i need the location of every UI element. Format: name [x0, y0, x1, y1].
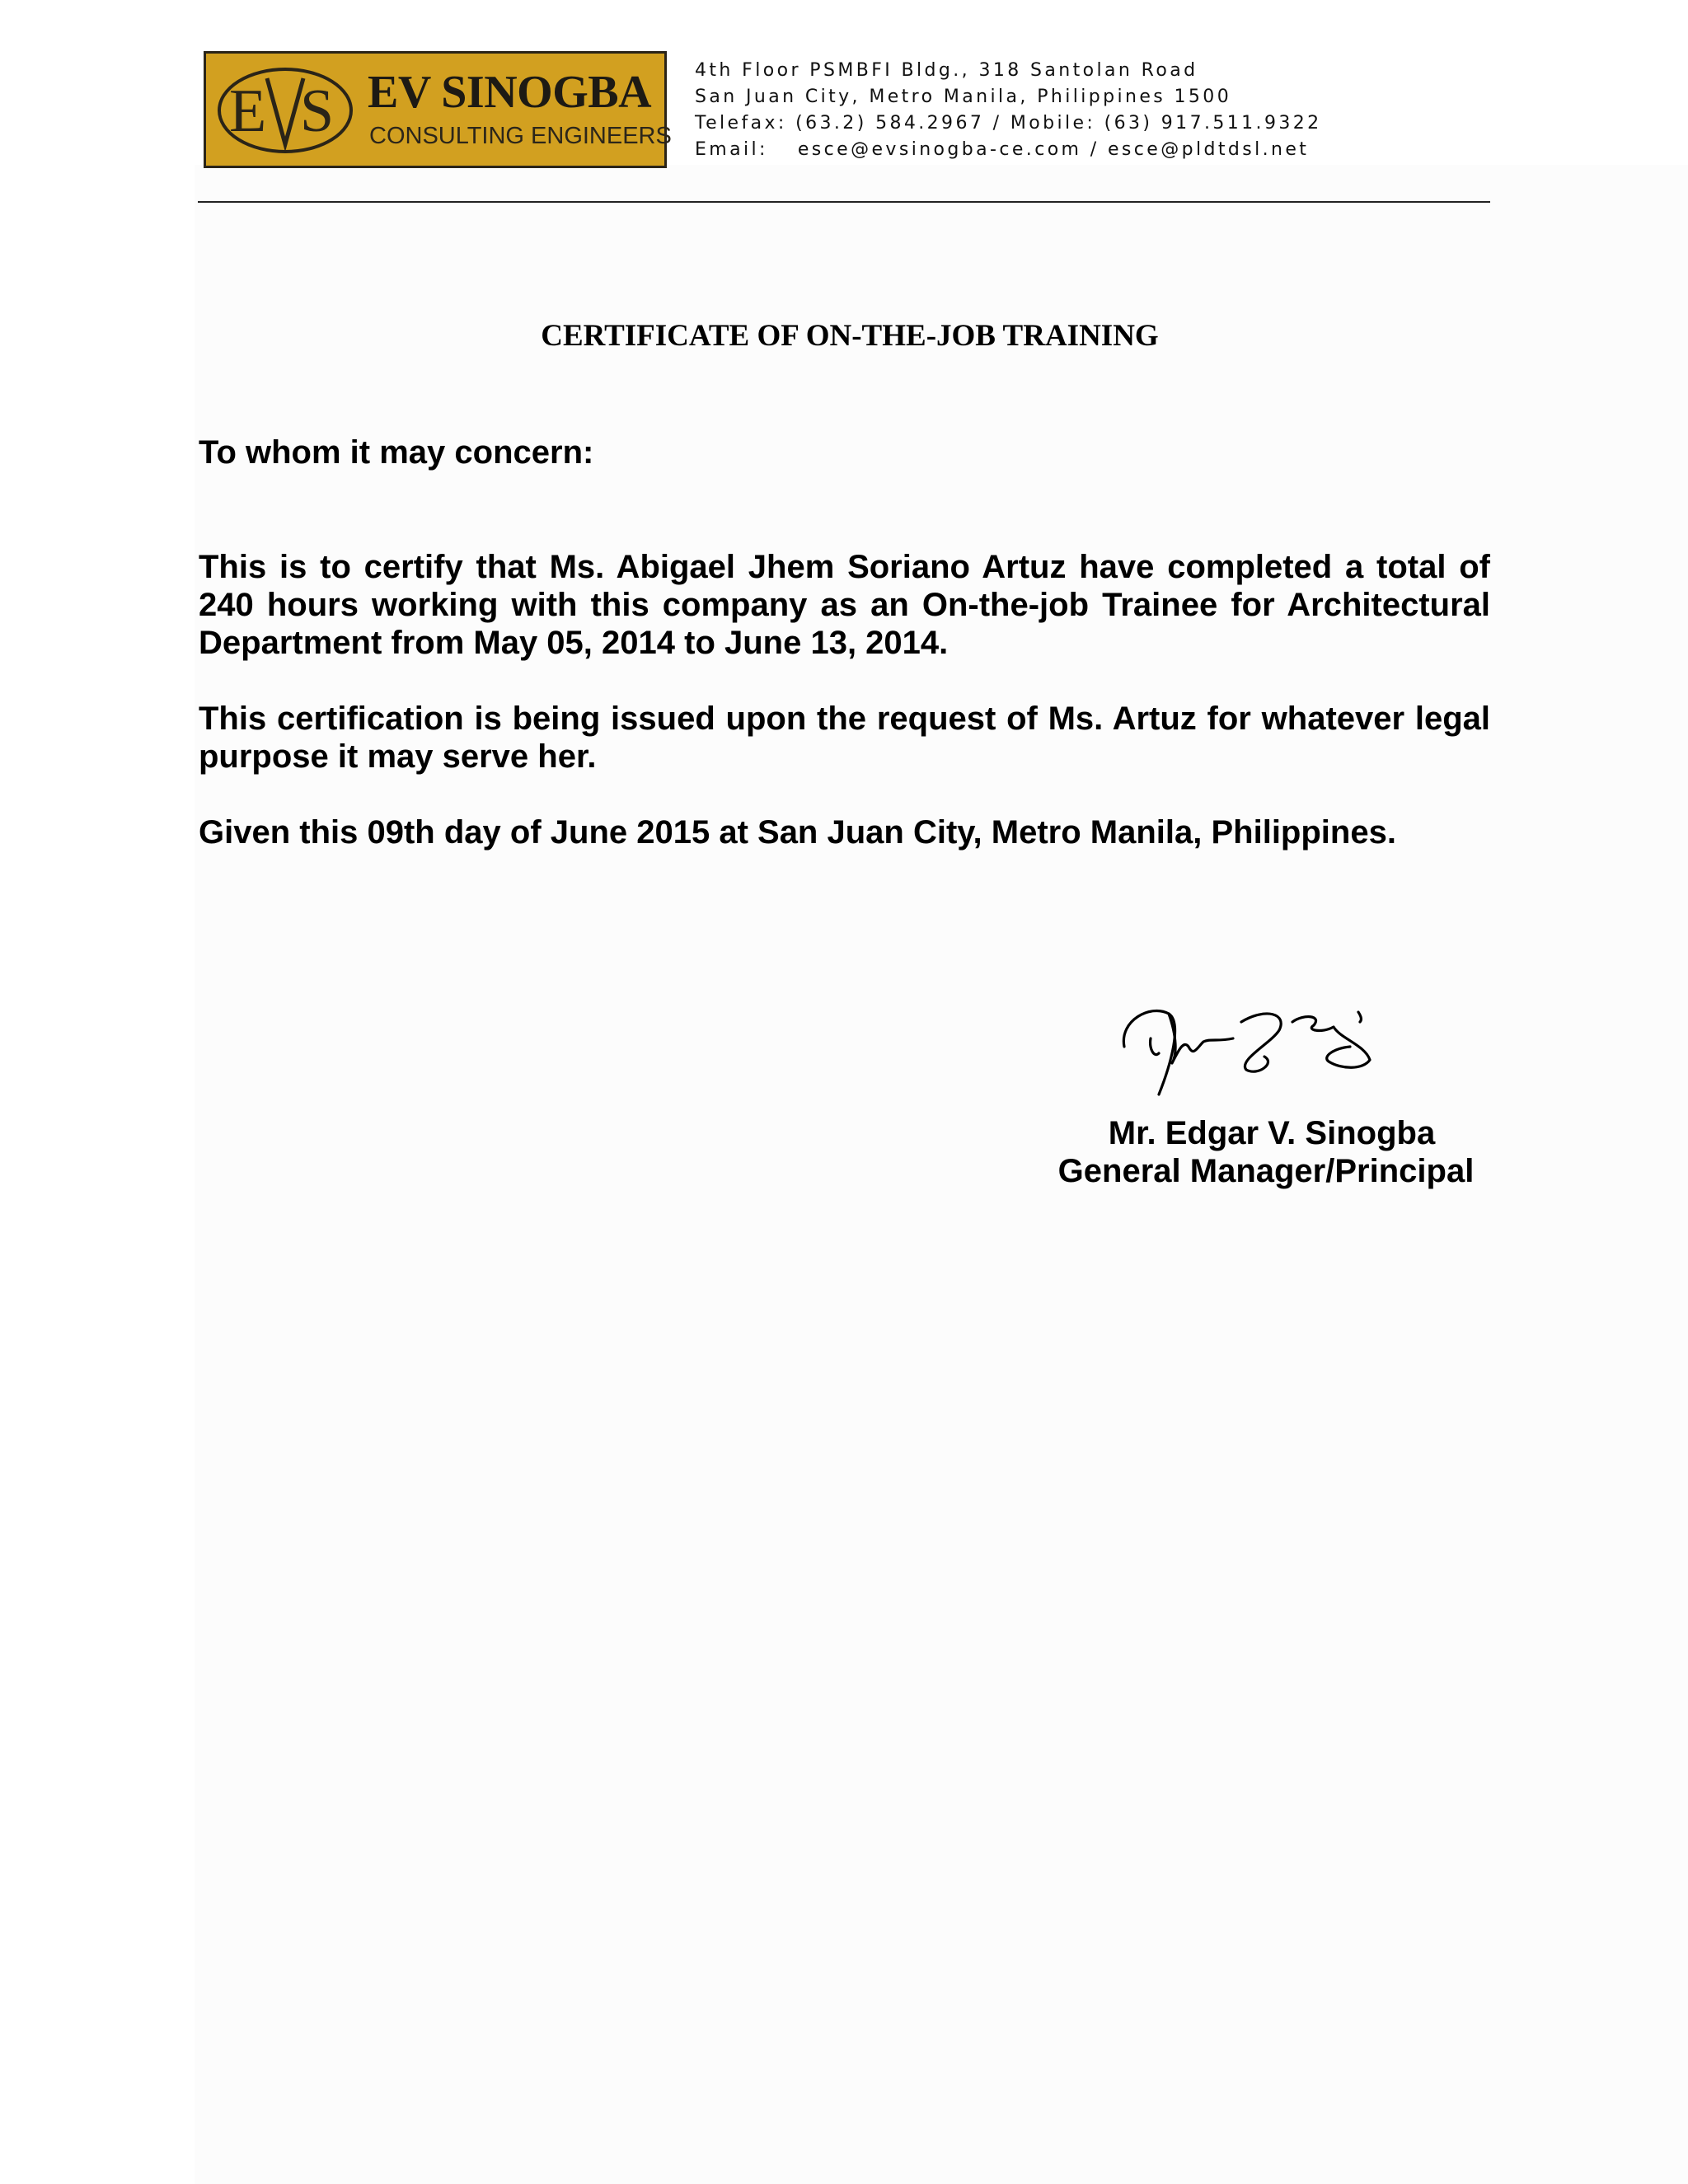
svg-text:S: S — [300, 77, 335, 145]
company-name: EV SINOGBA — [368, 67, 652, 118]
address-line-2: San Juan City, Metro Manila, Philippines 1500 — [695, 87, 1232, 107]
signature-image — [1118, 997, 1390, 1113]
header-divider — [198, 201, 1490, 203]
email-line — [695, 137, 1322, 163]
email-label: Email: — [695, 139, 768, 160]
signatory-name: Mr. Edgar V. Sinogba — [1108, 1115, 1436, 1151]
email-values: esce@evsinogba-ce.com / esce@pldtdsl.net — [797, 139, 1310, 160]
issuance-paragraph: Given this 09th day of June 2015 at San Juan City, Metro Manila, Philippines. — [199, 814, 1396, 851]
svg-text:E: E — [229, 77, 267, 145]
address-line-1: 4th Floor PSMBFI Bldg., 318 Santolan Road — [695, 60, 1198, 81]
company-tagline: CONSULTING ENGINEERS — [369, 123, 672, 149]
evs-monogram-icon — [214, 63, 356, 157]
certification-paragraph: This is to certify that Ms. Abigael Jhem Soriano Artuz have completed a total of 240 hours working with this company as an On-the-job Trainee for Architectural Department from May 05, 2014 to June 13, 2014. — [199, 549, 1490, 661]
signatory-title: General Manager/Principal — [1057, 1153, 1475, 1189]
salutation: To whom it may concern: — [199, 434, 594, 471]
purpose-paragraph: This certification is being issued upon the request of Ms. Artuz for whatever legal purpose it may serve her. — [199, 701, 1490, 775]
telefax-line: Telefax: (63.2) 584.2967 / Mobile: (63) 917.511.9322 — [695, 113, 1322, 134]
document-title: CERTIFICATE OF ON-THE-JOB TRAINING — [541, 319, 1159, 353]
contact-block — [695, 58, 1322, 163]
company-logo — [204, 51, 672, 168]
